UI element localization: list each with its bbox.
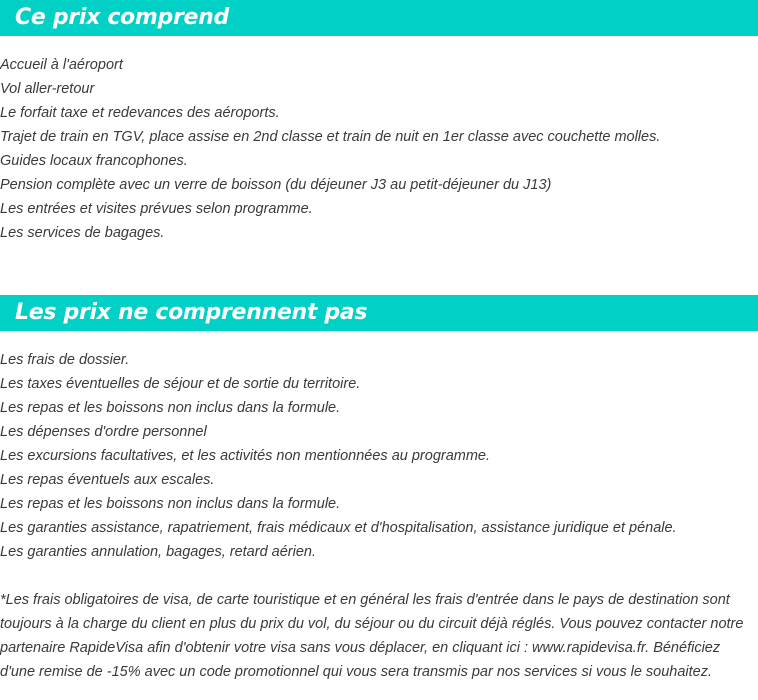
list-item: Le forfait taxe et redevances des aéroports. xyxy=(0,105,280,121)
list-item: Trajet de train en TGV, place assise en 2nd classe et train de nuit en 1er classe avec couchette molles. xyxy=(0,129,661,145)
list-item: Les frais de dossier. xyxy=(0,352,130,368)
list-item: Les repas éventuels aux escales. xyxy=(0,472,215,488)
list-item: Guides locaux francophones. xyxy=(0,153,188,169)
list-item: Les dépenses d'ordre personnel xyxy=(0,424,207,440)
list-item: Les repas et les boissons non inclus dans la formule. xyxy=(0,496,341,512)
excludes-section-title: Les prix ne comprennent pas xyxy=(0,295,758,331)
list-item: Pension complète avec un verre de boisson (du déjeuner J3 au petit-déjeuner du J13) xyxy=(0,177,552,193)
list-item: Les taxes éventuelles de séjour et de sortie du territoire. xyxy=(0,376,361,392)
list-item: Accueil à l'aéroport xyxy=(0,57,123,73)
list-item: Les excursions facultatives, et les activités non mentionnées au programme. xyxy=(0,448,491,464)
list-item: Les services de bagages. xyxy=(0,225,165,241)
list-item: Les repas et les boissons non inclus dans la formule. xyxy=(0,400,341,416)
list-item: Les garanties annulation, bagages, retard aérien. xyxy=(0,544,316,560)
list-item: Les garanties assistance, rapatriement, frais médicaux et d'hospitalisation, assistance juridique et pénale. xyxy=(0,520,677,536)
includes-list xyxy=(0,53,758,245)
excludes-list xyxy=(0,348,758,564)
list-item: Les entrées et visites prévues selon programme. xyxy=(0,201,313,217)
list-item: Vol aller-retour xyxy=(0,81,95,97)
includes-section-title: Ce prix comprend xyxy=(0,0,758,36)
visa-note: *Les frais obligatoires de visa, de carte touristique et en général les frais d'entrée dans le pays de destination sont toujours à la charge du client en plus du prix du vol, du séjour ou du circuit déjà réglés. Vous pouvez contacter notre partenaire RapideVisa afin d'obtenir votre visa sans vous déplacer, en cliquant ici : www.rapidevisa.fr. Bénéficiez d'une remise de -15% avec un code promotionnel qui vous sera transmis par nos services si vous le souhaitez. xyxy=(0,592,744,680)
